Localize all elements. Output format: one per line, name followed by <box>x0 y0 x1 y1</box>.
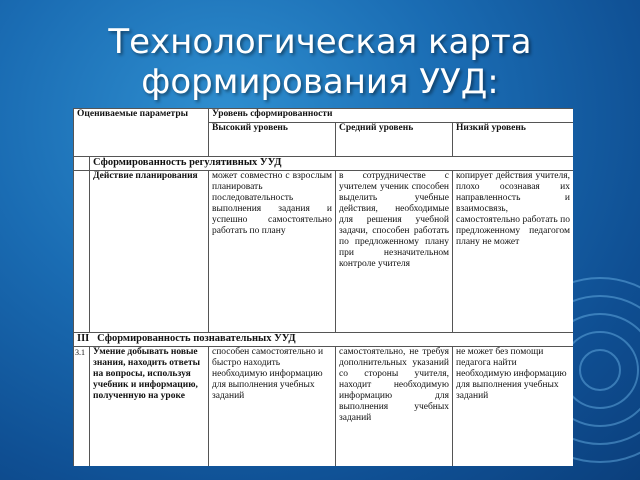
header-mid: Средний уровень <box>336 123 453 157</box>
row-info-high: способен самостоятельно и быстро находить необходимую информацию для выполнения учебных заданий <box>209 347 336 467</box>
document-table-image <box>73 108 573 466</box>
header-level: Уровень сформированности <box>209 109 574 123</box>
slide-title-line-2: формирования УУД: <box>141 62 499 102</box>
slide-title <box>0 22 640 102</box>
section-regulative-num <box>74 157 90 171</box>
section-cognitive-row <box>74 333 574 347</box>
section-cognitive-label: Сформированность познавательных УУД <box>97 333 296 344</box>
uud-technology-map-table <box>73 108 573 466</box>
row-planning-mid: в сотрудничестве с учителем ученик способен выделить учебные действия, необходимые для решения учебной задачи, способен работать по предложенному плану при незначительном контроле учителя <box>336 171 453 333</box>
row-info-num: 3.1 <box>74 347 90 467</box>
header-high: Высокий уровень <box>209 123 336 157</box>
section-regulative-row <box>74 157 574 171</box>
table-row <box>74 171 574 333</box>
row-info-mid: самостоятельно, не требуя дополнительных указаний со стороны учителя, находит необходимую информацию для выполнения учебных заданий <box>336 347 453 467</box>
section-cognitive-title <box>74 333 574 347</box>
section-cognitive-num: III <box>77 333 90 344</box>
row-planning-low: копирует действия учителя, плохо осознавая их направленность и взаимосвязь, самостоятельно работать по предложенному педагогом плану не может <box>453 171 574 333</box>
row-planning-num <box>74 171 90 333</box>
section-regulative-title: Сформированность регулятивных УУД <box>90 157 574 171</box>
row-planning-high: может совместно с взрослым планировать последовательность выполнения задания и успешно самостоятельно работать по плану <box>209 171 336 333</box>
slide-title-line-1: Технологическая карта <box>108 22 532 62</box>
row-info-param: Умение добывать новые знания, находить ответы на вопросы, используя учебник и информацию, полученную на уроке <box>90 347 209 467</box>
row-info-low: не может без помощи педагога найти необходимую информацию для выполнения учебных заданий <box>453 347 574 467</box>
table-header-row <box>74 109 574 123</box>
row-planning-param: Действие планирования <box>90 171 209 333</box>
header-params: Оцениваемые параметры <box>74 109 209 157</box>
header-low: Низкий уровень <box>453 123 574 157</box>
table-row <box>74 347 574 467</box>
